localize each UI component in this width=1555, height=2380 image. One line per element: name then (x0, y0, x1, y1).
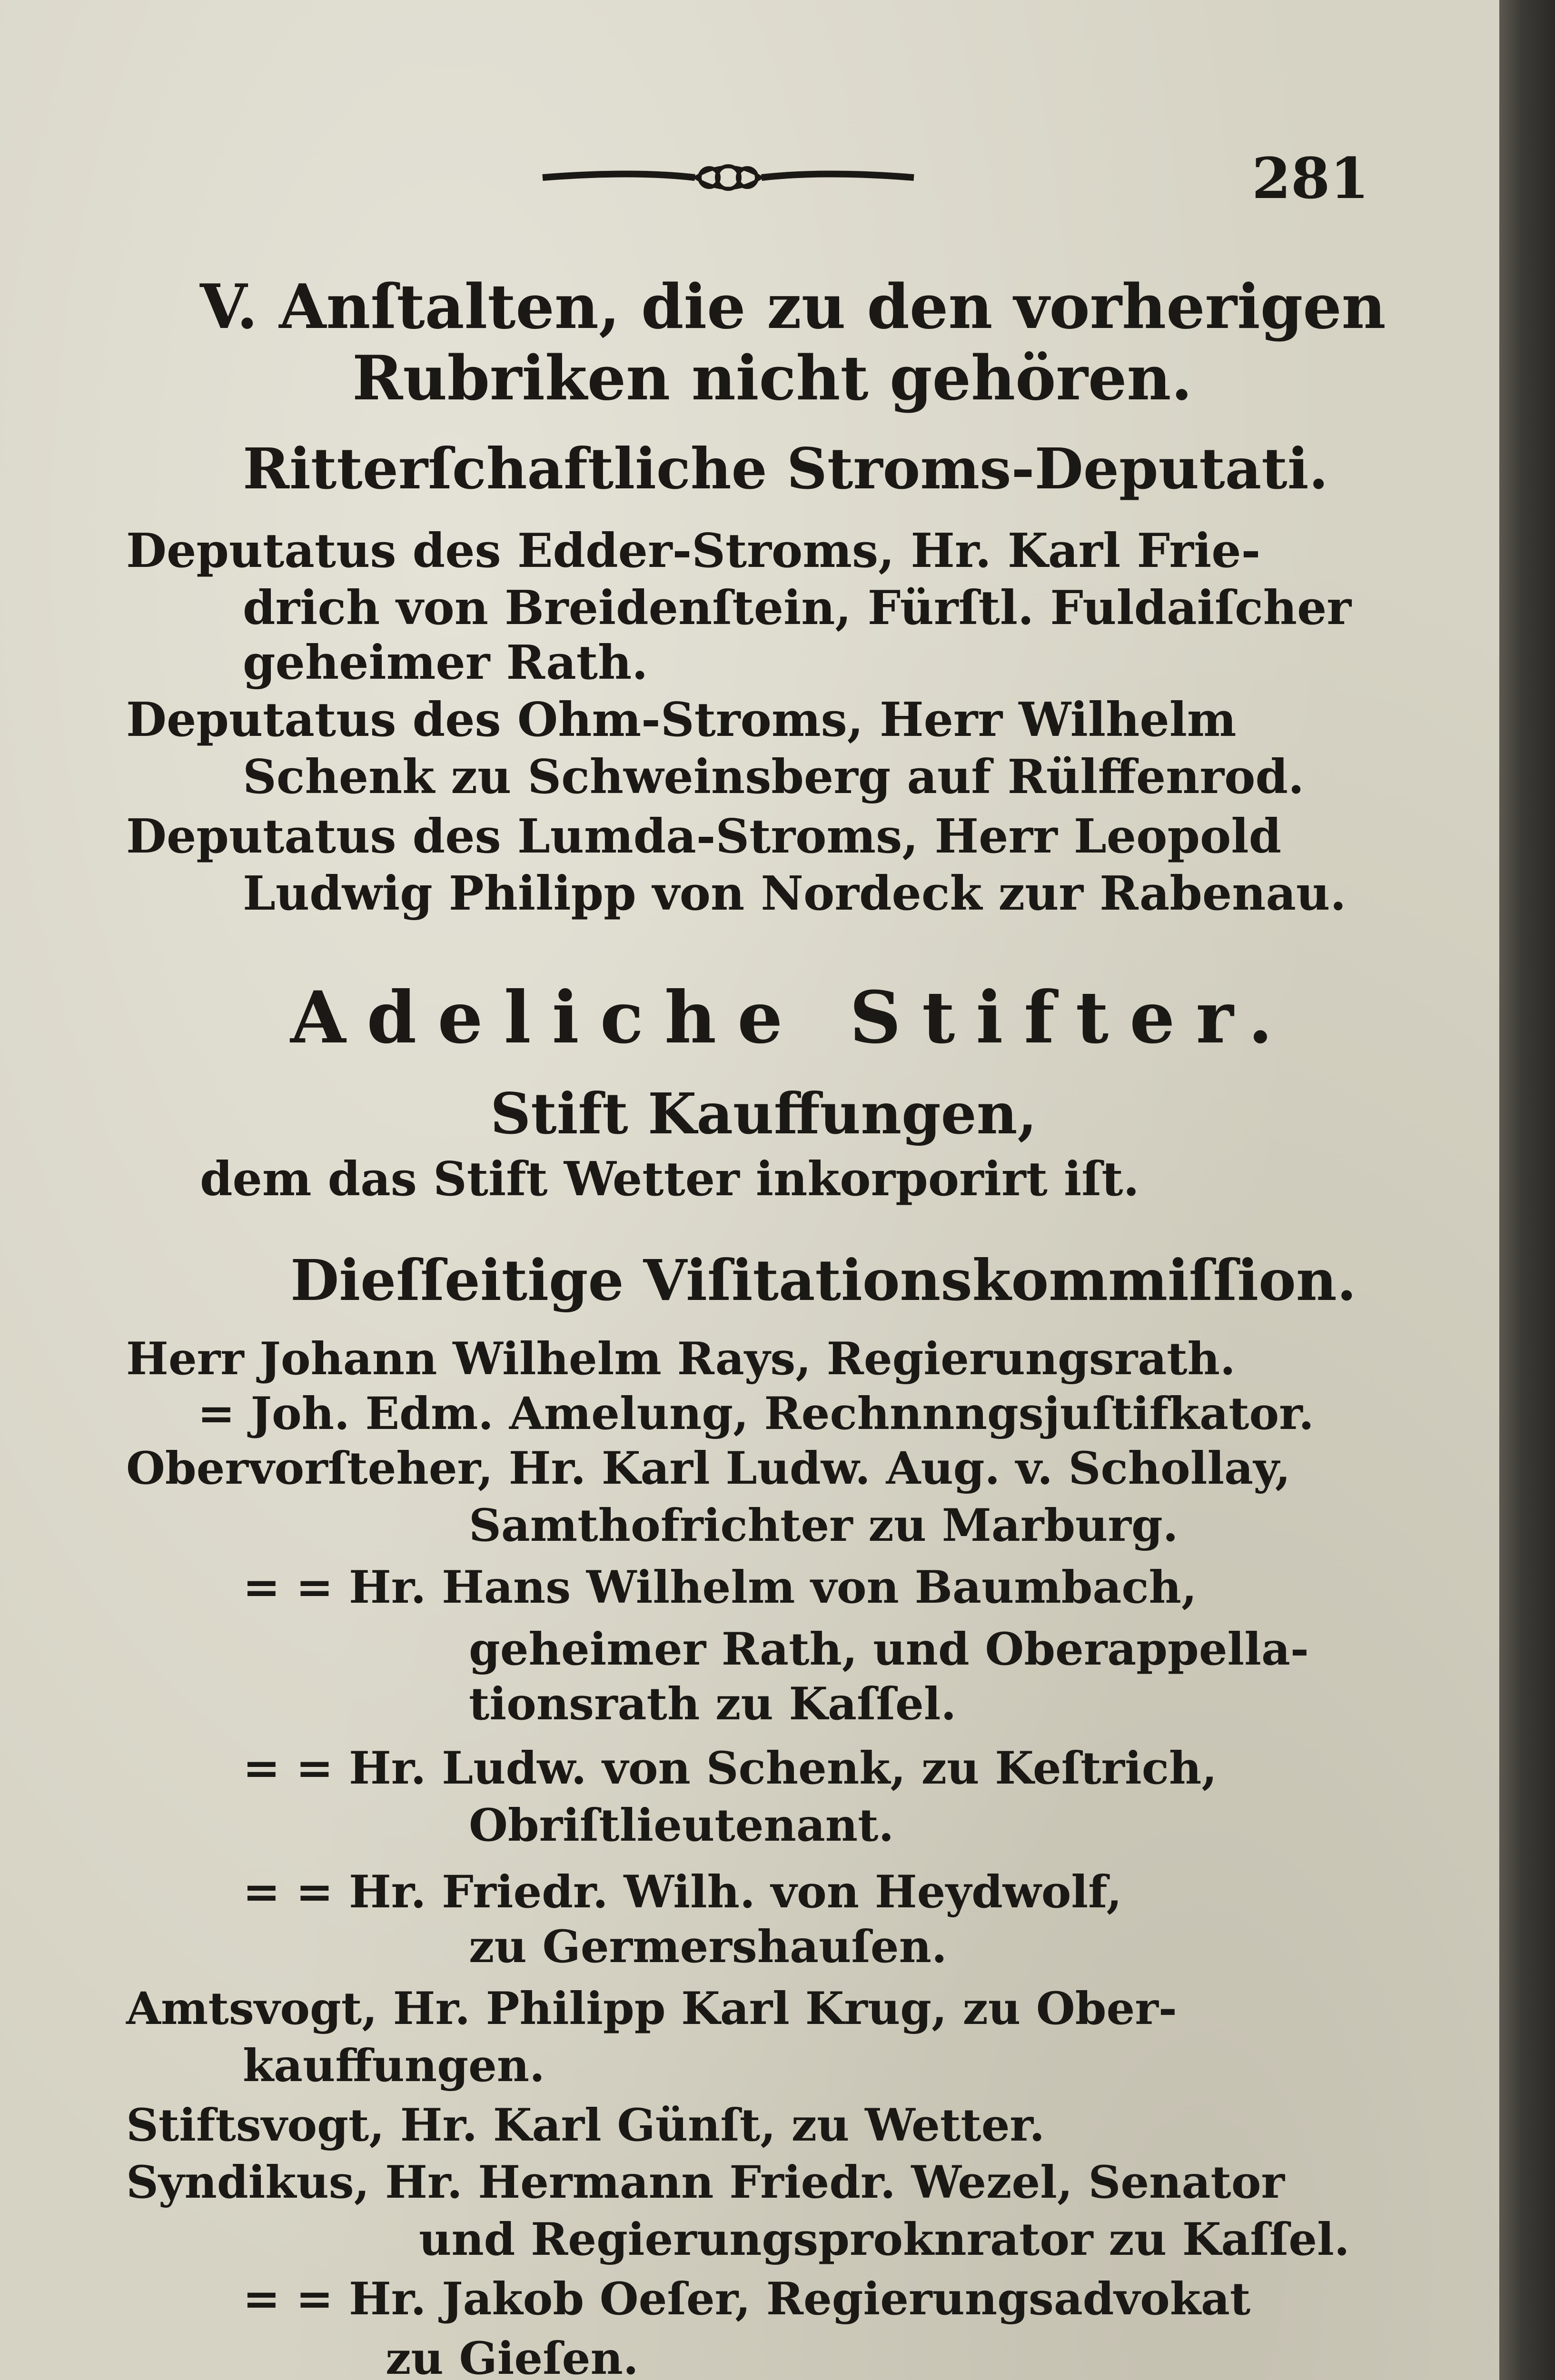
entry-line: = = Hr. Ludw. von Schenk, zu Keſtrich, (243, 1742, 1218, 1795)
section-heading-line2: Rubriken nicht gehören. (352, 343, 1192, 414)
entry-line: Stiftsvogt, Hr. Karl Günſt, zu Wetter. (126, 2099, 1045, 2152)
entry-line: Obervorſteher, Hr. Karl Ludw. Aug. v. Schollay, (126, 1442, 1291, 1495)
adel-subtitle-1: Stift Kauffungen, (490, 1081, 1037, 1147)
entry-line: zu Gieſen. (386, 2332, 639, 2380)
ritter-line: Deputatus des Lumda-Stroms, Herr Leopold (126, 809, 1282, 864)
entry-line: geheimer Rath, und Oberappella- (469, 1623, 1309, 1676)
entry-line: = = Hr. Hans Wilhelm von Baumbach, (243, 1561, 1197, 1614)
ritter-line: Ludwig Philipp von Nordeck zur Rabenau. (243, 866, 1347, 921)
adel-subtitle-2: dem das Stift Wetter inkorporirt iſt. (200, 1152, 1139, 1207)
ritter-line: geheimer Rath. (243, 635, 648, 690)
entry-line: = = Hr. Friedr. Wilh. von Heydwolf, (243, 1866, 1122, 1918)
entry-line: kauffungen. (243, 2040, 545, 2092)
ritter-title: Ritterſchaftliche Stroms-Deputati. (243, 436, 1328, 502)
entry-line: Herr Johann Wilhelm Rays, Regierungsrath. (126, 1333, 1236, 1385)
entry-line: = Joh. Edm. Amelung, Rechnnngsjuſtifkator. (198, 1388, 1314, 1440)
entry-line: und Regierungsproknrator zu Kaſſel. (419, 2213, 1350, 2266)
ritter-line: drich von Breidenſtein, Fürſtl. Fuldaiſcher (243, 581, 1352, 635)
entry-line: Amtsvogt, Hr. Philipp Karl Krug, zu Ober- (126, 1983, 1177, 2035)
entry-line: Samthofrichter zu Marburg. (469, 1499, 1179, 1552)
adel-title: Adeliche Stifter. (290, 976, 1294, 1060)
ornament-divider (538, 151, 919, 204)
adel-subtitle-3: Dieſſeitige Viſitationskommiſſion. (290, 1247, 1357, 1313)
ritter-line: Schenk zu Schweinsberg auf Rülffenrod. (243, 750, 1305, 804)
page-number: 281 (1252, 145, 1369, 211)
section-heading-line1: V. Anſtalten, die zu den vorherigen (200, 271, 1386, 343)
entry-line: Syndikus, Hr. Hermann Friedr. Wezel, Senator (126, 2156, 1285, 2209)
book-spine (1499, 0, 1555, 2380)
entry-line: = = Hr. Jakob Oeſer, Regierungsadvokat (243, 2273, 1251, 2325)
ritter-line: Deputatus des Ohm-Stroms, Herr Wilhelm (126, 693, 1237, 747)
entry-line: Obriſtlieutenant. (469, 1799, 894, 1852)
ritter-line: Deputatus des Edder-Stroms, Hr. Karl Frie- (126, 524, 1261, 578)
entry-line: tionsrath zu Kaſſel. (469, 1678, 957, 1730)
entry-line: zu Germershauſen. (469, 1921, 947, 1973)
